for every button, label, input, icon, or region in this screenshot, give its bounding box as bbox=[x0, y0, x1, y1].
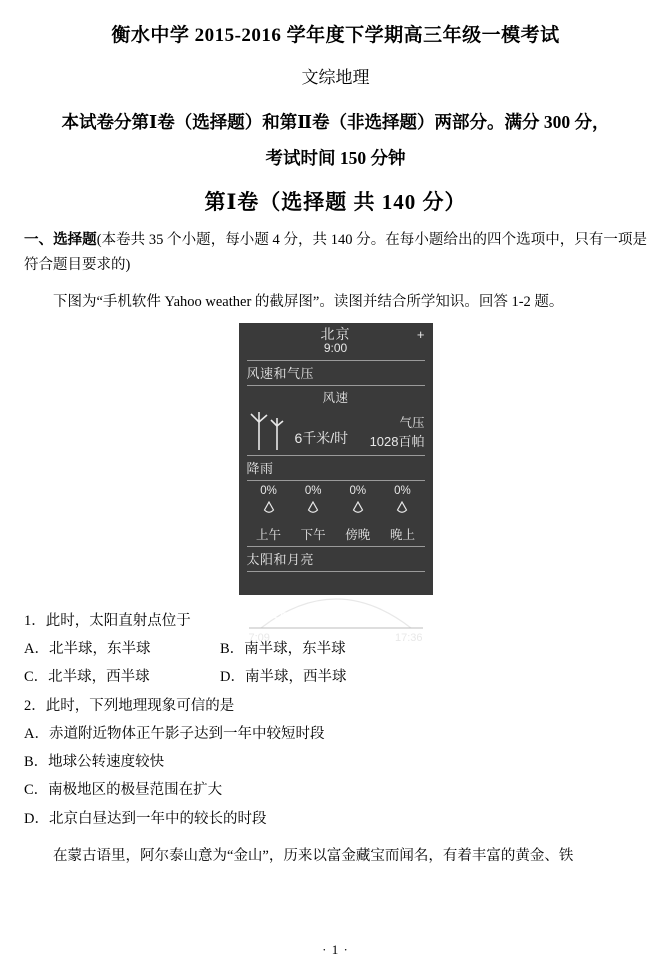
question-1-options-row-2 bbox=[24, 663, 647, 691]
pressure-value: 1028百帕 bbox=[369, 433, 425, 449]
part-one-title: 第Ⅰ卷（选择题 共 140 分） bbox=[204, 190, 467, 214]
sunset-time: 17:36 bbox=[394, 631, 423, 644]
option-b: B．地球公转速度较快 bbox=[24, 754, 165, 771]
droplet-icon bbox=[338, 501, 378, 520]
rain-cell bbox=[293, 524, 333, 543]
rain-cell bbox=[382, 485, 422, 497]
option-c: C．南极地区的极昼范围在扩大 bbox=[24, 782, 223, 799]
droplet-icon bbox=[249, 501, 289, 520]
rain-percent: 0% bbox=[304, 484, 322, 497]
phone-time-label: 9:00 bbox=[323, 340, 348, 355]
divider bbox=[247, 385, 425, 386]
divider bbox=[247, 546, 425, 547]
rain-period-label: 下午 bbox=[300, 527, 326, 542]
exam-notice-line2: 考试时间 150 分钟 bbox=[265, 148, 406, 168]
rain-percent: 0% bbox=[260, 484, 277, 497]
option-a: A．赤道附近物体正午影子达到一年中较短时段 bbox=[24, 725, 325, 742]
option-a: A．北半球，东半球 bbox=[24, 641, 151, 658]
option-d: D．北京白昼达到一年中的较长的时段 bbox=[24, 810, 267, 827]
sun-times-row bbox=[249, 632, 423, 644]
rain-cell bbox=[338, 485, 378, 497]
sunrise-time: 7:09 bbox=[248, 631, 270, 644]
subject-title: 文综地理 bbox=[301, 67, 370, 87]
option-b: B．南半球，东半球 bbox=[220, 641, 346, 658]
divider bbox=[247, 571, 425, 572]
rain-period-label: 晚上 bbox=[389, 527, 415, 542]
droplet-icon bbox=[293, 501, 333, 520]
page-title: 衡水中学 2015-2016 学年度下学期高三年级一模考试 bbox=[111, 25, 560, 46]
section-heading bbox=[24, 228, 647, 279]
option-c: C．北半球，西半球 bbox=[24, 669, 150, 686]
rain-cell bbox=[293, 485, 333, 497]
question-stem-1-2: 下图为“手机软件 Yahoo weather 的截屏图”。读图并结合所学知识。回答 1-2 题。 bbox=[53, 293, 564, 310]
rain-cell bbox=[338, 524, 378, 543]
section-description: (本卷共 35 个小题，每小题 4 分，共 140 分。在每小题给出的四个选项中，只有一项是符合题目要求的) bbox=[24, 232, 647, 274]
add-icon[interactable]: + bbox=[416, 326, 425, 342]
question-2-text: 2．此时，下列地理现象可信的是 bbox=[24, 697, 235, 714]
wind-row bbox=[247, 408, 425, 452]
phone-city-label: 北京 bbox=[320, 325, 351, 342]
phone-screen bbox=[239, 323, 433, 644]
wind-speed-value: 6千米/时 bbox=[294, 429, 349, 446]
page-number: · 1 · bbox=[322, 942, 349, 957]
question-1-text: 1．此时，太阳直射点位于 bbox=[24, 612, 191, 629]
droplet-icon bbox=[382, 501, 422, 520]
divider bbox=[247, 360, 425, 361]
rain-cell bbox=[249, 524, 289, 543]
pressure-block bbox=[370, 413, 425, 452]
section-label: 一、选择题 bbox=[24, 232, 97, 248]
option-d: D．南半球，西半球 bbox=[220, 669, 347, 686]
rain-percent: 0% bbox=[349, 484, 367, 497]
wind-pressure-section-label: 风速和气压 bbox=[246, 365, 315, 381]
pressure-label: 气压 bbox=[399, 415, 425, 430]
exam-notice-line1: 本试卷分第Ⅰ卷（选择题）和第Ⅱ卷（非选择题）两部分。满分 300 分， bbox=[61, 112, 610, 132]
rain-period-label: 傍晚 bbox=[345, 527, 371, 542]
windmill-icon bbox=[247, 410, 295, 452]
rain-droplet-row bbox=[247, 501, 425, 520]
phone-topbar bbox=[247, 327, 425, 357]
divider bbox=[247, 480, 425, 481]
next-question-stem: 在蒙古语里，阿尔泰山意为“金山”，历来以富金藏宝而闻名，有着丰富的黄金、铁 bbox=[53, 847, 574, 864]
rain-cell bbox=[249, 485, 289, 497]
wind-label: 风速 bbox=[322, 390, 349, 405]
rain-period-row bbox=[247, 524, 425, 543]
divider bbox=[247, 455, 425, 456]
rain-section-label: 降雨 bbox=[246, 460, 274, 476]
sun-moon-section-label: 太阳和月亮 bbox=[246, 551, 315, 567]
rain-percent: 0% bbox=[394, 484, 411, 497]
rain-cell bbox=[382, 524, 422, 543]
rain-percent-row bbox=[247, 485, 425, 497]
rain-period-label: 上午 bbox=[255, 527, 281, 542]
sun-arc-chart bbox=[247, 574, 425, 646]
